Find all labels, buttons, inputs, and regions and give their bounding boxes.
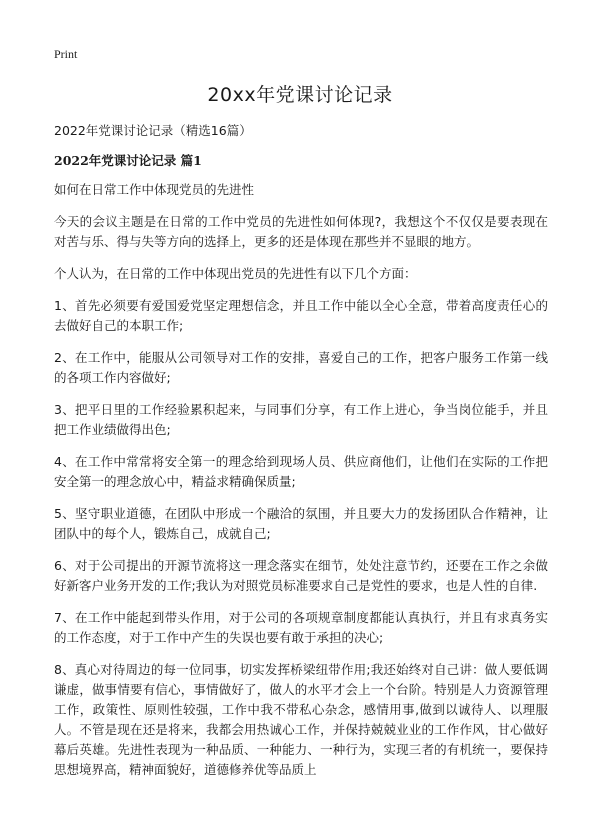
paragraph-point-3: 3、把平日里的工作经验累积起来，与同事们分享，有工作上进心，争当岗位能手，并且把工作业绩做得出色; <box>54 402 548 437</box>
paragraph-intro-question: 如何在日常工作中体现党员的先进性 <box>54 182 255 197</box>
paragraph-point-4: 4、在工作中常常将安全第一的理念给到现场人员、供应商他们，让他们在实际的工作把安全第一的理念放心中，精益求精确保质量; <box>54 454 548 489</box>
document-title: 20xx年党课讨论记录 <box>207 84 393 106</box>
section-heading: 2022年党课讨论记录 篇1 <box>54 153 202 168</box>
paragraph-point-1: 1、首先必须要有爱国爱党坚定理想信念，并且工作中能以全心全意，带着高度责任心的去做好自己的本职工作; <box>54 298 548 333</box>
paragraph-meeting-theme: 今天的会议主题是在日常的工作中党员的先进性如何体现?，我想这个不仅仅是要表现在对苦与乐、得与失等方向的选择上，更多的还是体现在那些并不显眼的地方。 <box>54 214 548 249</box>
print-link[interactable]: Print <box>54 47 78 61</box>
paragraph-point-6: 6、对于公司提出的开源节流将这一理念落实在细节，处处注意节约，还要在工作之余做好新客户业务开发的工作;我认为对照党员标准要求自己是党性的要求，也是人性的自律. <box>54 558 548 593</box>
paragraph-point-8: 8、真心对待周边的每一位同事，切实发挥桥梁纽带作用;我还始终对自己讲：做人要低调谦虚，做事情要有信心，事情做好了，做人的水平才会上一个台阶。特别是人力资源管理工作，政策性、原则性较强，工作中我不带私心杂念，感情用事,做到以诚待人、以理服人。不管是现在还是将来，我都会用热诚心工作，并保持兢兢业业的工作作风，甘心做好幕后英雄。先进性表现为一种品质、一种能力、一种行为，实现三者的有机统一，要保持思想境界高，精神面貌好，道德修养优等品质上 <box>54 662 548 777</box>
paragraph-point-2: 2、在工作中，能服从公司领导对工作的安排，喜爱自己的工作，把客户服务工作第一线的各项工作内容做好; <box>54 350 548 385</box>
document-subtitle: 2022年党课讨论记录（精选16篇） <box>54 123 252 138</box>
section-body <box>54 180 548 792</box>
paragraph-point-7: 7、在工作中能起到带头作用，对于公司的各项规章制度都能认真执行，并且有求真务实的工作态度，对于工作中产生的失误也要有敢于承担的决心; <box>54 610 548 645</box>
paragraph-personal-view: 个人认为，在日常的工作中体现出党员的先进性有以下几个方面： <box>54 266 417 281</box>
paragraph-point-5: 5、坚守职业道德，在团队中形成一个融洽的氛围，并且要大力的发扬团队合作精神，让团队中的每个人，锻炼自己，成就自己; <box>54 506 548 541</box>
